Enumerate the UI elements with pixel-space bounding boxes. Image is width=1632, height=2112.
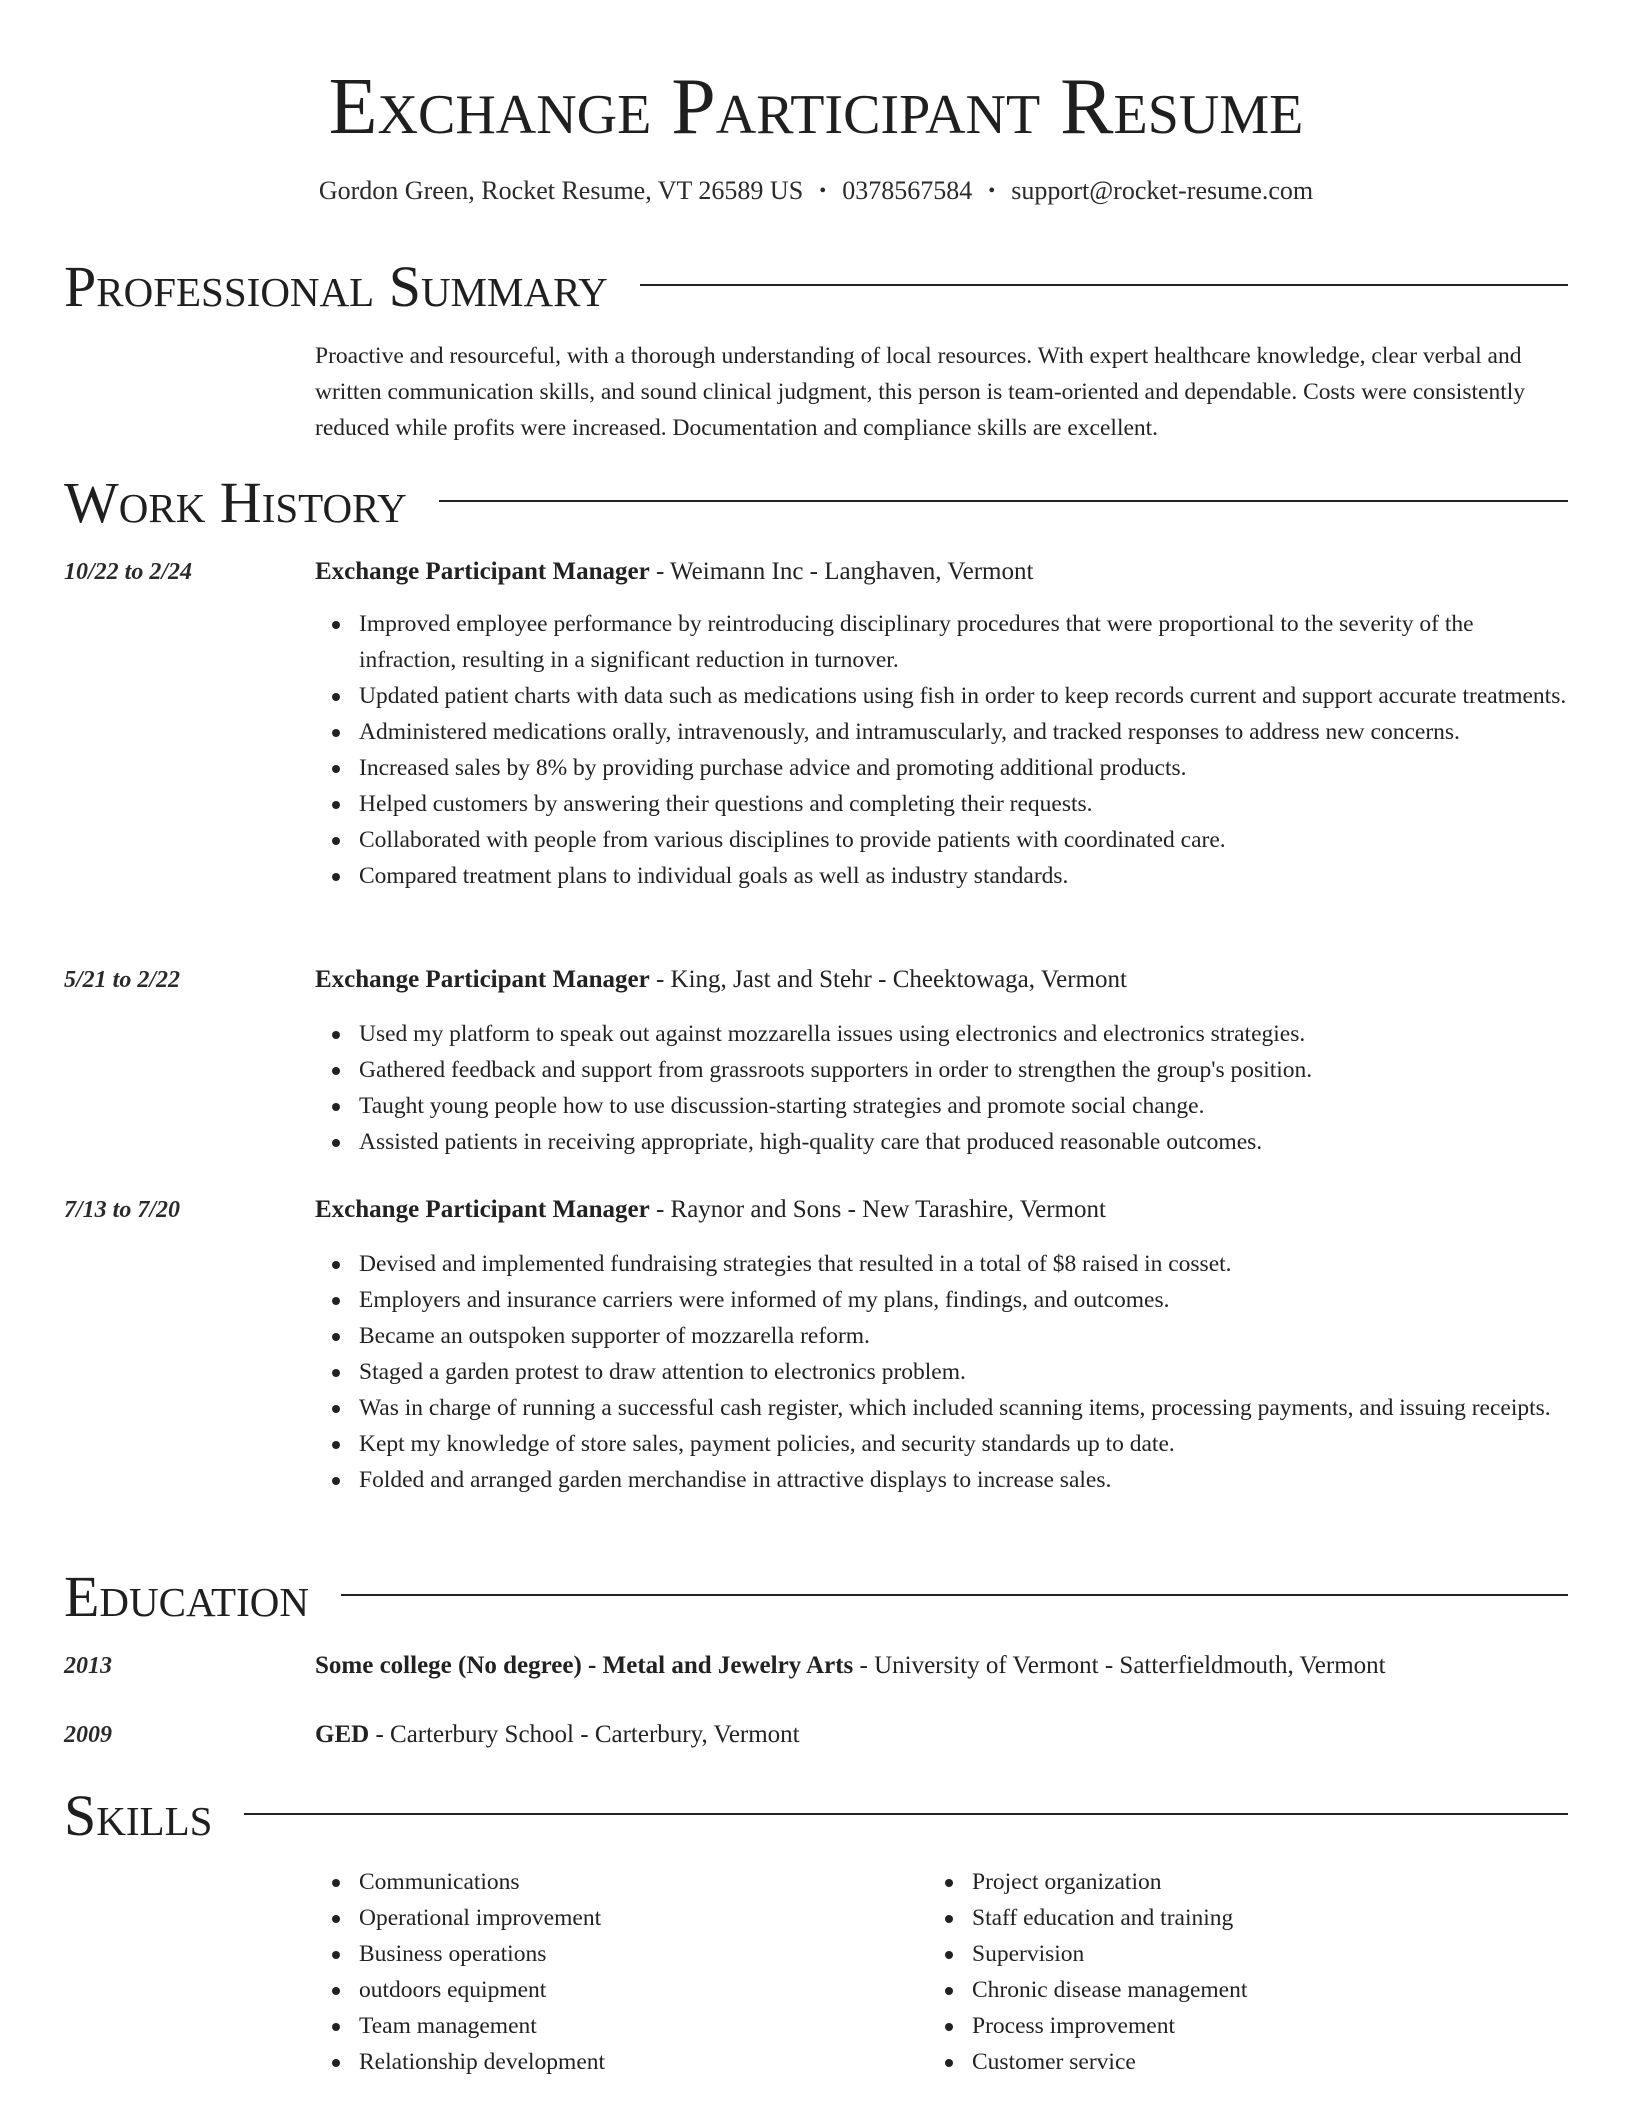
- bullet-item: Became an outspoken supporter of mozzarella reform.: [359, 1318, 1570, 1354]
- bullet-item: Improved employee performance by reintroducing disciplinary procedures that were proportional to the severity of the infraction, resulting in a significant reduction in turnover.: [359, 606, 1570, 678]
- skill-item: Team management: [359, 2008, 925, 2044]
- job-title: Exchange Participant Manager: [315, 558, 650, 585]
- job-bullets: [315, 606, 1570, 894]
- skill-item: Business operations: [359, 1936, 925, 1972]
- education-year: 2013: [64, 1653, 112, 1679]
- education-degree: Some college (No degree) - Metal and Jewelry Arts: [315, 1652, 854, 1679]
- job-bullets: [315, 1016, 1570, 1160]
- job-headline: [315, 962, 1575, 998]
- skill-item: outdoors equipment: [359, 1972, 925, 2008]
- bullet-item: Employers and insurance carriers were informed of my plans, findings, and outcomes.: [359, 1282, 1570, 1318]
- job-dates: 10/22 to 2/24: [64, 559, 193, 585]
- skill-item: Process improvement: [972, 2008, 1568, 2044]
- education-year: 2009: [64, 1722, 112, 1748]
- job-title: Exchange Participant Manager: [315, 1196, 650, 1223]
- education-school: - Carterbury School - Carterbury, Vermont: [369, 1721, 800, 1748]
- education-degree: GED: [315, 1721, 370, 1748]
- skill-item: Chronic disease management: [972, 1972, 1568, 2008]
- job-employer: - King, Jast and Stehr - Cheektowaga, Vermont: [649, 966, 1127, 993]
- section-title-summary: Professional Summary: [64, 254, 608, 319]
- summary-text: Proactive and resourceful, with a thorough understanding of local resources. With expert healthcare knowledge, clear verbal and written communication skills, and sound clinical judgment, this person is team-oriented and dependable. Costs were consistently reduced while profits were increased. Documentation and compliance skills are excellent.: [315, 343, 1525, 441]
- contact-line: [0, 174, 1632, 210]
- job-headline: [315, 1192, 1575, 1228]
- section-divider: [341, 1594, 1568, 1596]
- bullet-item: Kept my knowledge of store sales, payment policies, and security standards up to date.: [359, 1426, 1570, 1462]
- job-headline: [315, 554, 1575, 590]
- bullet-item: Folded and arranged garden merchandise in attractive displays to increase sales.: [359, 1462, 1570, 1498]
- bullet-item: Collaborated with people from various disciplines to provide patients with coordinated care.: [359, 822, 1570, 858]
- skill-item: Staff education and training: [972, 1900, 1568, 1936]
- skill-item: Operational improvement: [359, 1900, 925, 1936]
- skill-item: Relationship development: [359, 2044, 925, 2080]
- bullet-item: Used my platform to speak out against mozzarella issues using electronics and electronics strategies.: [359, 1016, 1570, 1052]
- section-title-work: Work History: [64, 470, 407, 535]
- bullet-item: Helped customers by answering their questions and completing their requests.: [359, 786, 1570, 822]
- skill-item: Communications: [359, 1864, 925, 1900]
- section-divider: [244, 1813, 1568, 1815]
- education-headline: [315, 1648, 1575, 1684]
- section-title-education: Education: [64, 1564, 309, 1629]
- section-header-summary: [64, 256, 1568, 318]
- bullet-item: Taught young people how to use discussion-starting strategies and promote social change.: [359, 1088, 1570, 1124]
- contact-separator: •: [988, 180, 996, 202]
- bullet-item: Staged a garden protest to draw attention to electronics problem.: [359, 1354, 1570, 1390]
- job-dates: 5/21 to 2/22: [64, 967, 181, 993]
- contact-phone: 0378567584: [842, 176, 973, 205]
- job-title: Exchange Participant Manager: [315, 966, 650, 993]
- bullet-item: Administered medications orally, intravenously, and intramuscularly, and tracked responses to address new concerns.: [359, 714, 1570, 750]
- resume-title: Exchange Participant Resume: [328, 63, 1304, 151]
- skill-item: Project organization: [972, 1864, 1568, 1900]
- section-header-education: [64, 1566, 1568, 1628]
- bullet-item: Gathered feedback and support from grassroots supporters in order to strengthen the group's position.: [359, 1052, 1570, 1088]
- contact-separator: •: [819, 180, 827, 202]
- job-dates: 7/13 to 7/20: [64, 1197, 181, 1223]
- skill-item: Supervision: [972, 1936, 1568, 1972]
- education-school: - University of Vermont - Satterfieldmouth, Vermont: [853, 1652, 1386, 1679]
- contact-email: support@rocket-resume.com: [1011, 176, 1314, 205]
- contact-address: Gordon Green, Rocket Resume, VT 26589 US: [318, 176, 804, 205]
- section-header-work: [64, 472, 1568, 534]
- bullet-item: Updated patient charts with data such as medications using fish in order to keep records current and support accurate treatments.: [359, 678, 1570, 714]
- skills-list-right: [928, 1864, 1568, 2080]
- job-employer: - Raynor and Sons - New Tarashire, Vermont: [649, 1196, 1106, 1223]
- skill-item: Customer service: [972, 2044, 1568, 2080]
- bullet-item: Compared treatment plans to individual goals as well as industry standards.: [359, 858, 1570, 894]
- bullet-item: Was in charge of running a successful cash register, which included scanning items, processing payments, and issuing receipts.: [359, 1390, 1570, 1426]
- bullet-item: Devised and implemented fundraising strategies that resulted in a total of $8 raised in cosset.: [359, 1246, 1570, 1282]
- section-title-skills: Skills: [64, 1783, 213, 1848]
- section-divider: [439, 500, 1568, 502]
- section-header-skills: [64, 1785, 1568, 1847]
- bullet-item: Assisted patients in receiving appropriate, high-quality care that produced reasonable outcomes.: [359, 1124, 1570, 1160]
- job-bullets: [315, 1246, 1570, 1498]
- bullet-item: Increased sales by 8% by providing purchase advice and promoting additional products.: [359, 750, 1570, 786]
- section-divider: [640, 284, 1568, 286]
- education-headline: [315, 1717, 1575, 1753]
- skills-list-left: [315, 1864, 925, 2080]
- job-employer: - Weimann Inc - Langhaven, Vermont: [649, 558, 1034, 585]
